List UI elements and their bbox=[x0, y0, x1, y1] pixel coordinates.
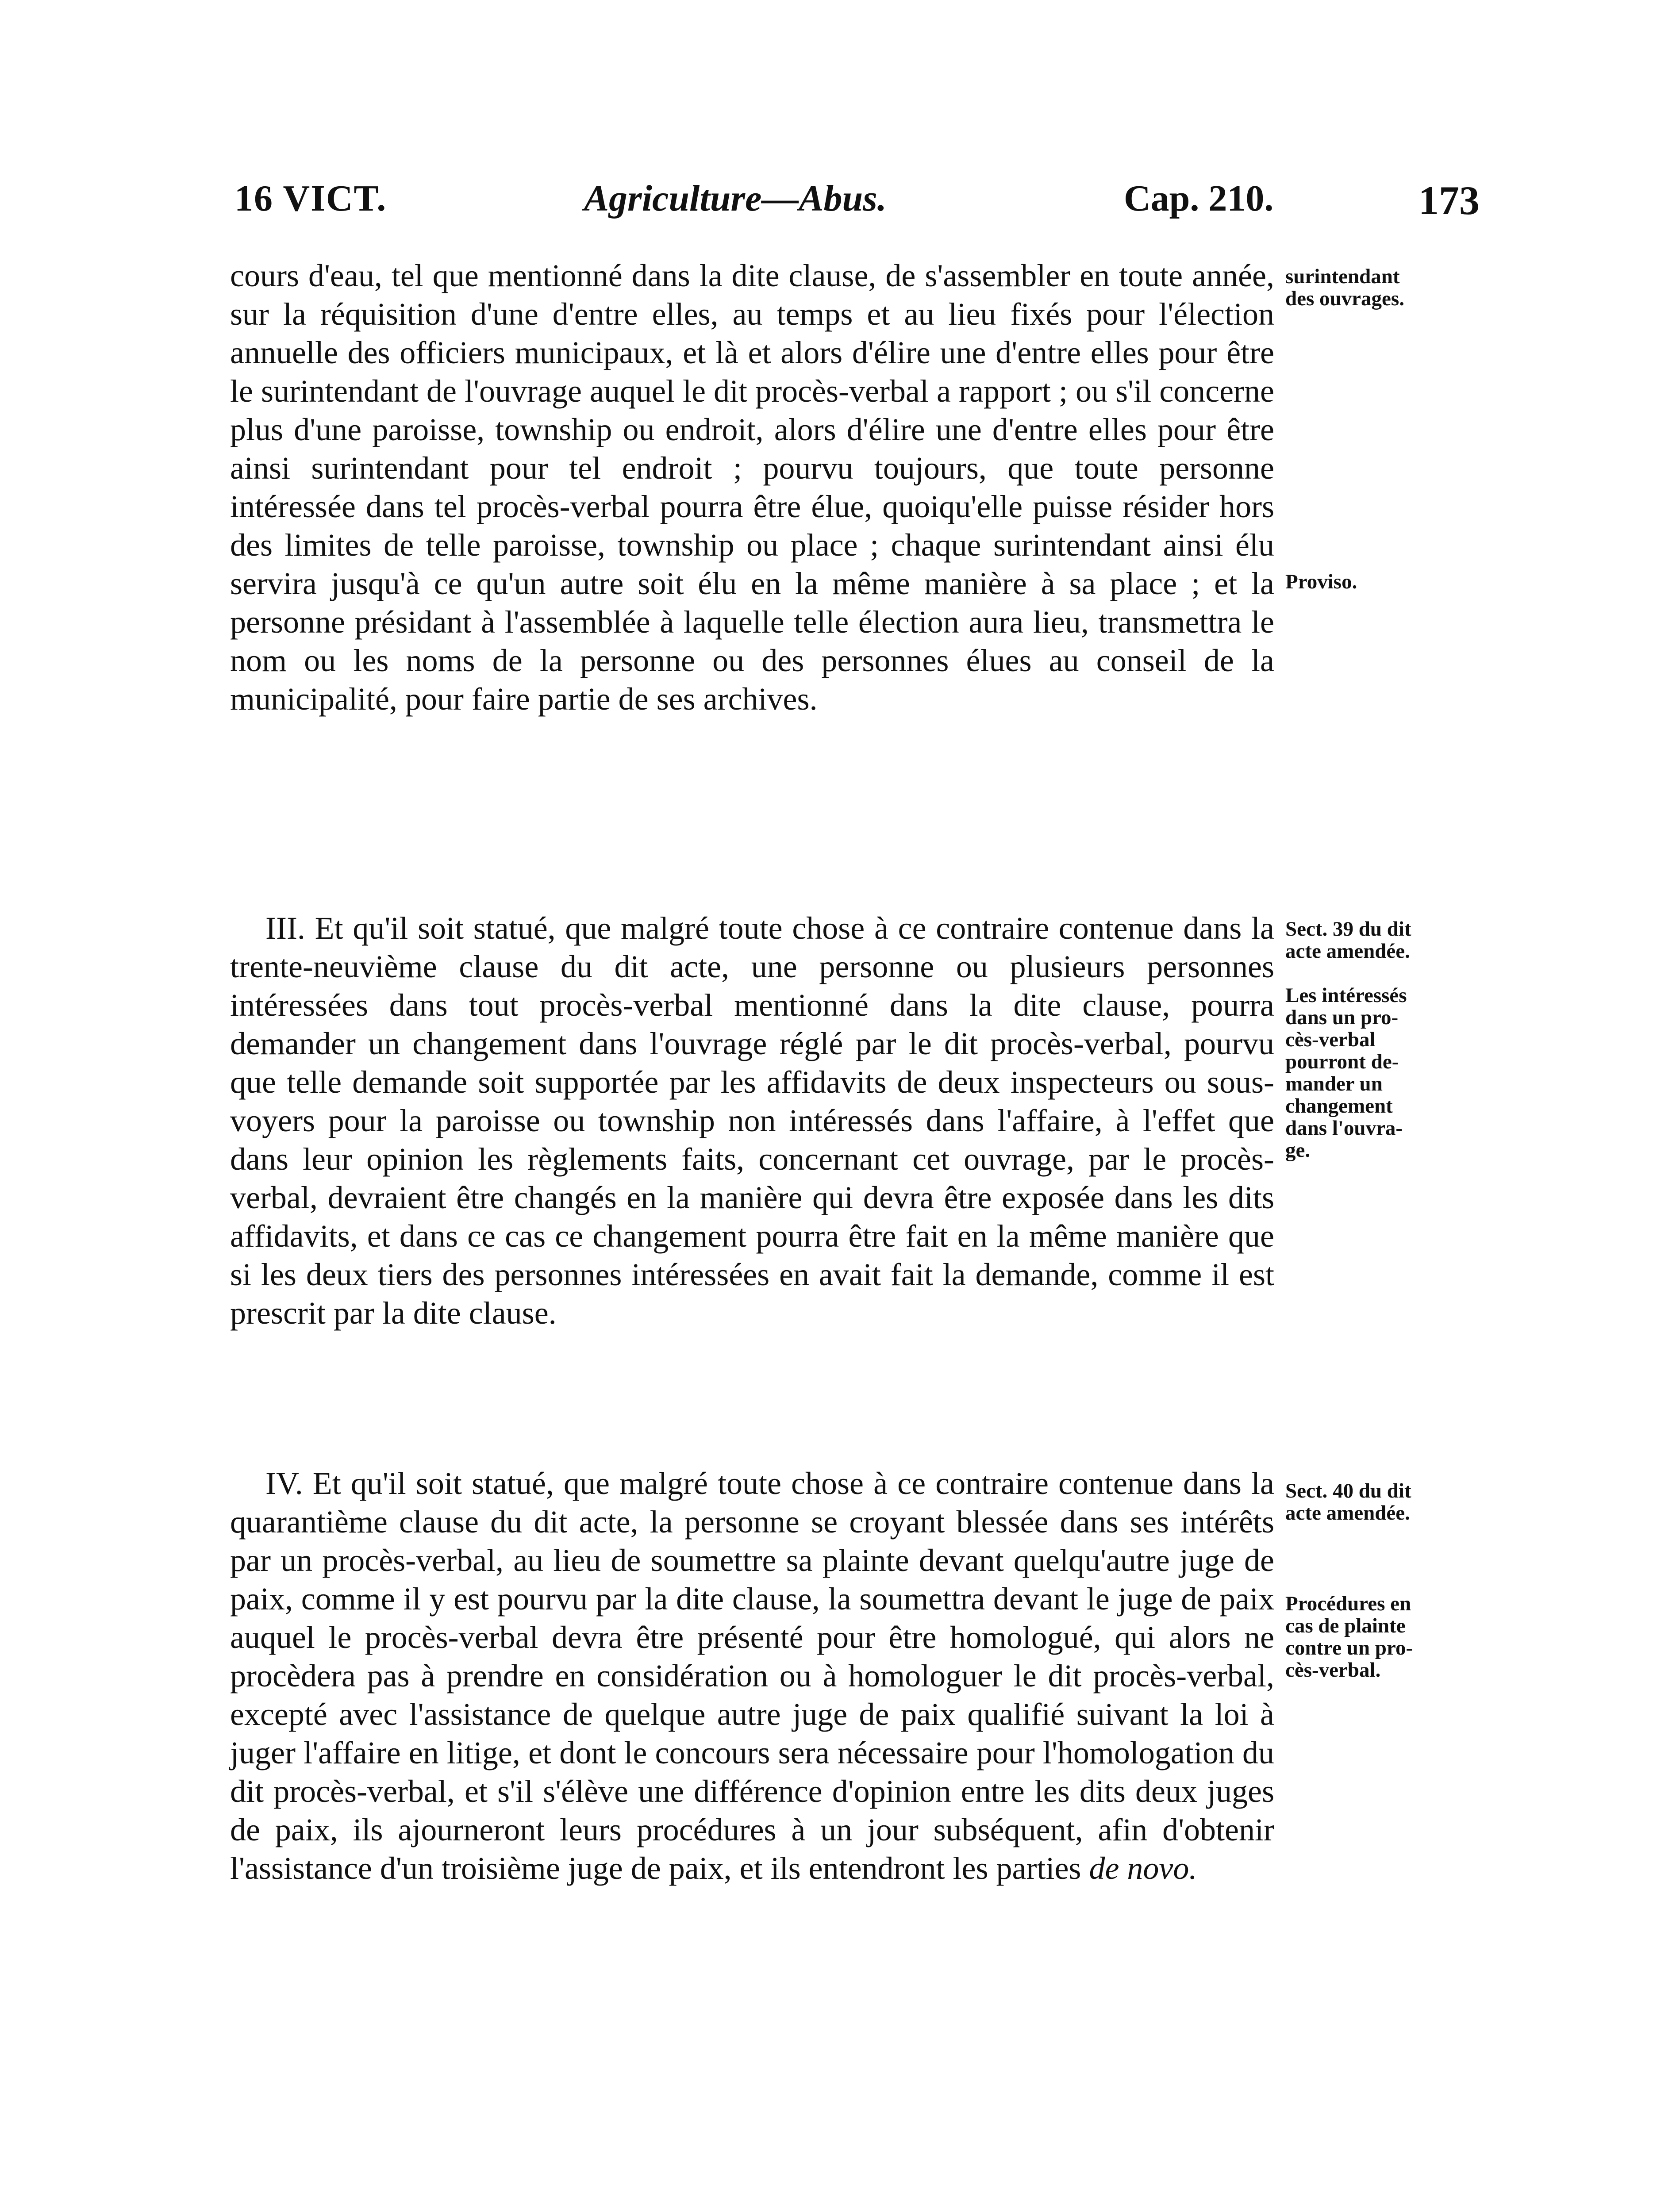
running-header bbox=[234, 177, 1480, 226]
section-iv-italic-ending: de novo. bbox=[1089, 1851, 1197, 1886]
section-iv-text: IV. Et qu'il soit statué, que malgré toute chose à ce contraire contenue dans la quarantième clause du dit acte, la personne se croyant blessée dans ses intérêts par un procès-verbal, au lieu de soumettre sa plainte devant quelqu'autre juge de paix, comme il y est pourvu par la dite clause, la soumettra devant le juge de paix auquel le procès-verbal devra être présenté pour être homologué, qui alors ne procèdera pas à prendre en considération ou à homologuer le dit procès-verbal, excepté avec l'assistance de quelque autre juge de paix qualifié suivant la loi à juger l'affaire en litige, et dont le concours sera nécessaire pour l'homologation du dit procès-verbal, et s'il s'élève une différence d'opinion entre les dits deux juges de paix, ils ajourneront leurs procédures à un jour subséquent, afin d'obtenir l'assistance d'un troisième juge de paix, et ils entendront les parties bbox=[230, 1466, 1274, 1886]
page-number: 173 bbox=[1419, 178, 1480, 223]
paragraph-section-iv bbox=[230, 1464, 1274, 1888]
regnal-year: 16 VICT. bbox=[234, 178, 387, 219]
margin-note-proviso: Proviso. bbox=[1285, 570, 1357, 593]
paragraph-continuation: cours d'eau, tel que mentionné dans la dite clause, de s'assembler en toute année, sur la réquisition d'une d'entre elles, au temps et au lieu fixés pour l'élection annuelle des officiers municipaux, et là et alors d'élire une d'entre elles pour être le surintendant de l'ouvrage auquel le dit procès-verbal a rapport ; ou s'il concerne plus d'une paroisse, township ou endroit, alors d'élire une d'entre elles pour être ainsi surintendant pour tel endroit ; pourvu toujours, que toute personne intéressée dans tel procès-verbal pourra être élue, quoiqu'elle puisse résider hors des limites de telle paroisse, township ou place ; chaque surintendant ainsi élu servira jusqu'à ce qu'un autre soit élu en la même manière à sa place ; et la personne présidant à l'assemblée à laquelle telle élection aura lieu, transmettra le nom ou les noms de la personne ou des personnes élues au conseil de la municipalité, pour faire partie de ses archives. bbox=[230, 258, 1274, 717]
paragraph-section-iii: III. Et qu'il soit statué, que malgré toute chose à ce contraire contenue dans la trente-neuvième clause du dit acte, une personne ou plusieurs personnes intéressées dans tout procès-verbal mentionné dans la dite clause, pourra demander un changement dans l'ouvrage réglé par le dit procès-verbal, pourvu que telle demande soit supportée par les affidavits de deux inspecteurs ou sous-voyers pour la paroisse ou township non intéressés dans l'affaire, à l'effet que dans leur opinion les règlements faits, concernant cet ouvrage, par le procès-verbal, devraient être changés en la manière qui devra être exposée dans les dits affidavits, et dans ce cas ce changement pourra être fait en la même manière que si les deux tiers des personnes intéressées en avait fait la demande, comme il est prescrit par la dite clause. bbox=[230, 910, 1274, 1331]
margin-note-procedures: Procédures en cas de plainte contre un pro- cès-verbal. bbox=[1285, 1592, 1413, 1682]
margin-note-sect-40: Sect. 40 du dit acte amendée. bbox=[1285, 1479, 1411, 1525]
margin-note-sect-39: Sect. 39 du dit acte amendée. Les intéressés dans un pro- cès-verbal pourront de- mander un changement dans l'ouvra- ge. bbox=[1285, 918, 1411, 1162]
section-title: Agriculture—Abus. bbox=[584, 178, 887, 219]
chapter-number: Cap. 210. bbox=[1124, 178, 1274, 219]
margin-note-surintendant: surintendant des ouvrages. bbox=[1285, 265, 1404, 310]
